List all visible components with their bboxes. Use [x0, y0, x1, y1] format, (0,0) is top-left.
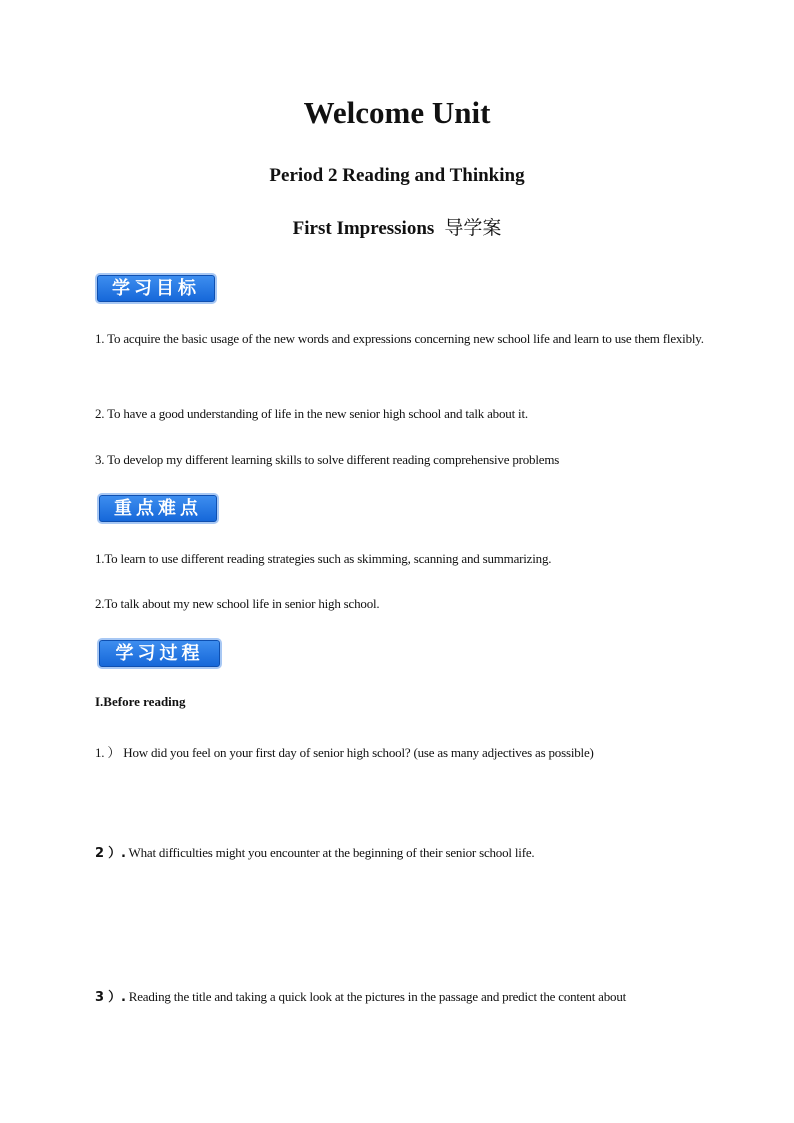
- key-point-item-1: 1.To learn to use different reading strategies such as skimming, scanning and summarizing.: [95, 551, 552, 566]
- question-1-text: How did you feel on your first day of senior high school? (use as many adjectives as possible): [120, 745, 594, 760]
- question-1-number: 1. ）: [95, 745, 121, 760]
- lesson-topic-en: First Impressions: [292, 218, 435, 239]
- objective-item-1: 1. To acquire the basic usage of the new words and expressions concerning new school life and learn to use them flexibly.: [95, 331, 704, 346]
- lesson-topic: [0, 215, 794, 242]
- question-2-text: What difficulties might you encounter at the beginning of their senior school life.: [125, 845, 535, 860]
- lesson-subtitle: Period 2 Reading and Thinking: [269, 165, 525, 186]
- question-2-number: 2 ）.: [95, 846, 126, 861]
- question-3-text: Reading the title and taking a quick look at the pictures in the passage and predict the content about: [125, 989, 627, 1004]
- key-points-badge: 重点难点: [97, 493, 219, 524]
- question-3: [95, 981, 705, 1013]
- objective-item-2: 2. To have a good understanding of life in the new senior high school and talk about it.: [95, 406, 528, 421]
- process-badge: 学习过程: [97, 638, 222, 669]
- question-1: [95, 737, 705, 768]
- lesson-topic-cn: 导学案: [444, 217, 502, 239]
- objectives-badge: 学习目标: [95, 273, 217, 304]
- before-reading-heading: I.Before reading: [95, 694, 186, 709]
- key-point-item-2: 2.To talk about my new school life in senior high school.: [95, 596, 380, 611]
- page-title: Welcome Unit: [303, 95, 491, 130]
- question-3-number: 3 ）.: [95, 990, 126, 1005]
- objective-item-3: 3. To develop my different learning skills to solve different reading comprehensive problems: [95, 452, 560, 467]
- question-2: [95, 837, 705, 869]
